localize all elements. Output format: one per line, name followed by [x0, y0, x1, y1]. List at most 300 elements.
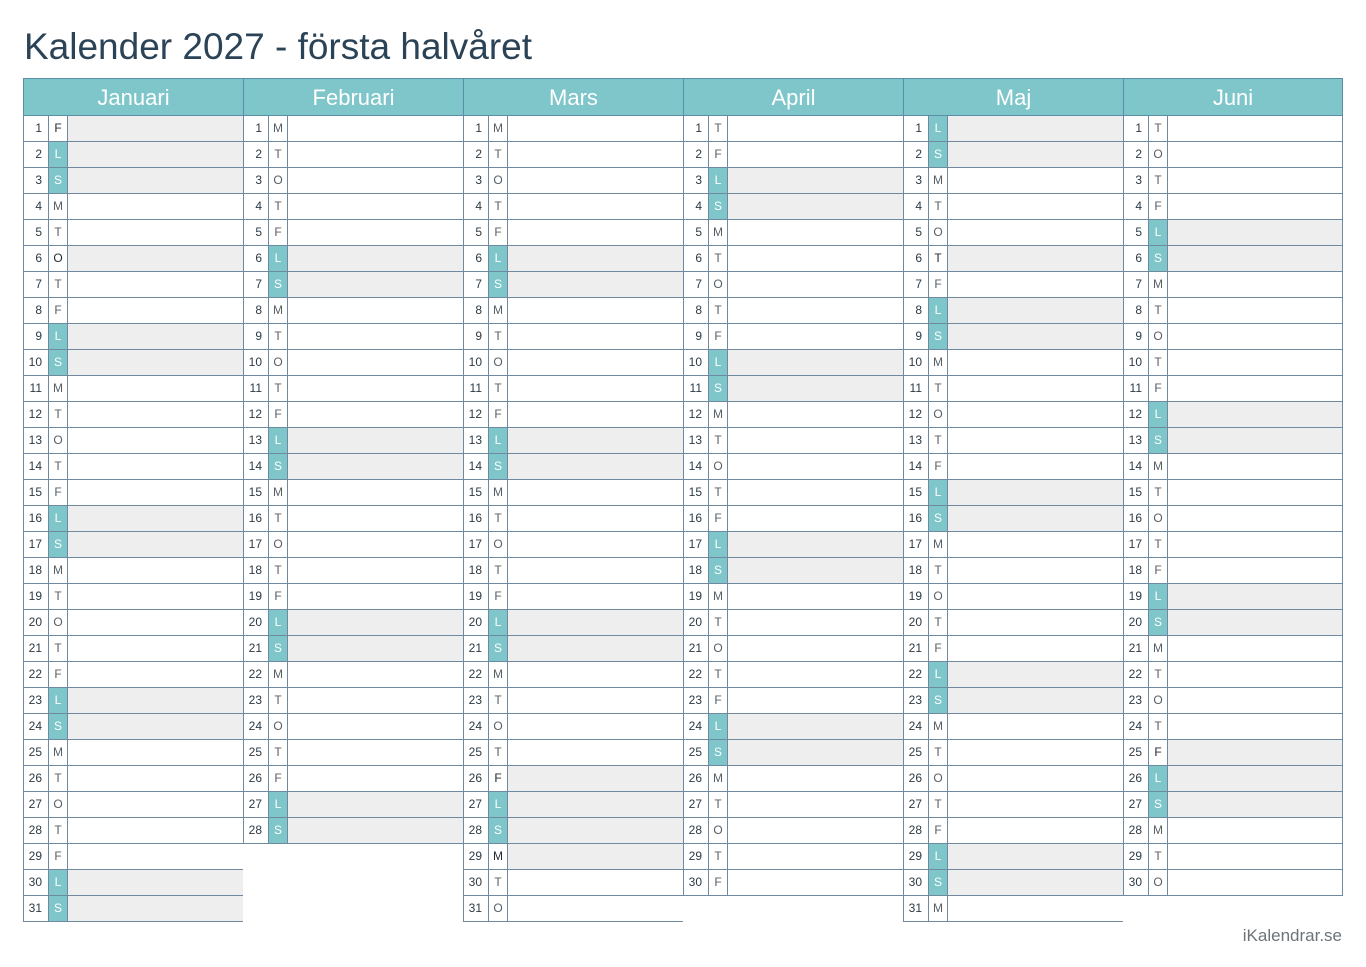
- day-note-cell[interactable]: [948, 896, 1123, 921]
- day-note-cell[interactable]: [288, 818, 463, 843]
- day-note-cell[interactable]: [68, 870, 243, 895]
- day-row: [1123, 870, 1343, 896]
- day-note-cell[interactable]: [948, 792, 1123, 817]
- day-row: [23, 818, 243, 844]
- day-note-cell[interactable]: [948, 298, 1123, 323]
- day-row: [243, 272, 463, 298]
- weekday-letter: M: [1149, 818, 1168, 843]
- day-note-cell[interactable]: [728, 246, 903, 271]
- day-note-cell[interactable]: [728, 324, 903, 349]
- day-note-cell[interactable]: [508, 870, 683, 895]
- day-note-cell[interactable]: [68, 428, 243, 453]
- day-note-cell[interactable]: [728, 220, 903, 245]
- weekday-letter: O: [1149, 324, 1168, 349]
- day-note-cell[interactable]: [68, 402, 243, 427]
- weekday-letter: F: [929, 272, 948, 297]
- day-note-cell[interactable]: [728, 818, 903, 843]
- day-note-cell[interactable]: [288, 142, 463, 167]
- day-note-cell[interactable]: [728, 298, 903, 323]
- day-note-cell[interactable]: [288, 584, 463, 609]
- day-note-cell[interactable]: [948, 116, 1123, 141]
- day-note-cell[interactable]: [68, 584, 243, 609]
- weekday-letter: T: [489, 688, 508, 713]
- day-note-cell[interactable]: [68, 246, 243, 271]
- day-note-cell[interactable]: [948, 246, 1123, 271]
- day-number: 12: [1124, 402, 1149, 427]
- day-note-cell[interactable]: [948, 220, 1123, 245]
- weekday-letter: T: [269, 506, 288, 531]
- day-note-cell[interactable]: [288, 610, 463, 635]
- day-row: [683, 558, 903, 584]
- day-note-cell[interactable]: [508, 428, 683, 453]
- day-note-cell[interactable]: [1168, 298, 1342, 323]
- day-note-cell[interactable]: [508, 740, 683, 765]
- day-note-cell[interactable]: [68, 454, 243, 479]
- day-row: [903, 142, 1123, 168]
- day-note-cell[interactable]: [948, 428, 1123, 453]
- day-note-cell[interactable]: [728, 428, 903, 453]
- day-row: [683, 142, 903, 168]
- day-note-cell[interactable]: [728, 792, 903, 817]
- day-note-cell[interactable]: [508, 324, 683, 349]
- day-note-cell[interactable]: [288, 636, 463, 661]
- day-row: [23, 584, 243, 610]
- day-note-cell[interactable]: [68, 740, 243, 765]
- day-note-cell[interactable]: [288, 662, 463, 687]
- day-number: 12: [904, 402, 929, 427]
- weekday-letter: T: [1149, 350, 1168, 375]
- day-note-cell[interactable]: [948, 844, 1123, 869]
- day-note-cell[interactable]: [508, 454, 683, 479]
- day-note-cell[interactable]: [508, 818, 683, 843]
- day-row: [683, 792, 903, 818]
- day-note-cell[interactable]: [508, 350, 683, 375]
- day-note-cell[interactable]: [68, 532, 243, 557]
- day-number: 23: [1124, 688, 1149, 713]
- day-note-cell[interactable]: [288, 220, 463, 245]
- day-number: 25: [24, 740, 49, 765]
- weekday-letter: T: [709, 246, 728, 271]
- day-note-cell[interactable]: [948, 376, 1123, 401]
- day-note-cell[interactable]: [68, 298, 243, 323]
- day-note-cell[interactable]: [1168, 480, 1342, 505]
- day-note-cell[interactable]: [508, 402, 683, 427]
- day-note-cell[interactable]: [1168, 272, 1342, 297]
- day-number: 20: [684, 610, 709, 635]
- day-note-cell[interactable]: [288, 168, 463, 193]
- weekday-letter: L: [269, 428, 288, 453]
- day-row: [903, 714, 1123, 740]
- weekday-letter: T: [49, 584, 68, 609]
- day-note-cell[interactable]: [1168, 792, 1342, 817]
- weekday-letter: L: [489, 428, 508, 453]
- day-note-cell[interactable]: [948, 324, 1123, 349]
- day-row: [463, 844, 683, 870]
- day-note-cell[interactable]: [288, 532, 463, 557]
- day-note-cell[interactable]: [728, 506, 903, 531]
- day-note-cell[interactable]: [508, 896, 683, 921]
- day-note-cell[interactable]: [728, 454, 903, 479]
- day-note-cell[interactable]: [508, 376, 683, 401]
- weekday-letter: T: [1149, 480, 1168, 505]
- day-note-cell[interactable]: [68, 714, 243, 739]
- day-number: 1: [464, 116, 489, 141]
- day-note-cell[interactable]: [288, 428, 463, 453]
- day-note-cell[interactable]: [728, 272, 903, 297]
- month-column-mars: [463, 78, 683, 922]
- day-note-cell[interactable]: [68, 896, 243, 921]
- day-note-cell[interactable]: [508, 506, 683, 531]
- day-number: 18: [244, 558, 269, 583]
- day-note-cell[interactable]: [288, 324, 463, 349]
- day-number: 27: [1124, 792, 1149, 817]
- weekday-letter: L: [709, 532, 728, 557]
- day-note-cell[interactable]: [948, 688, 1123, 713]
- day-note-cell[interactable]: [288, 506, 463, 531]
- day-note-cell[interactable]: [948, 454, 1123, 479]
- day-number: 29: [1124, 844, 1149, 869]
- weekday-letter: T: [269, 688, 288, 713]
- day-note-cell[interactable]: [728, 688, 903, 713]
- day-note-cell[interactable]: [1168, 428, 1342, 453]
- day-note-cell[interactable]: [508, 688, 683, 713]
- weekday-letter: M: [1149, 636, 1168, 661]
- day-note-cell[interactable]: [288, 766, 463, 791]
- day-note-cell[interactable]: [948, 168, 1123, 193]
- day-note-cell[interactable]: [728, 142, 903, 167]
- day-note-cell[interactable]: [728, 740, 903, 765]
- day-note-cell[interactable]: [68, 142, 243, 167]
- day-note-cell[interactable]: [948, 194, 1123, 219]
- day-note-cell[interactable]: [68, 636, 243, 661]
- day-note-cell[interactable]: [1168, 376, 1342, 401]
- day-note-cell[interactable]: [1168, 506, 1342, 531]
- day-note-cell[interactable]: [68, 480, 243, 505]
- day-note-cell[interactable]: [948, 584, 1123, 609]
- day-note-cell[interactable]: [508, 844, 683, 869]
- day-row: [903, 376, 1123, 402]
- weekday-letter: F: [489, 584, 508, 609]
- day-note-cell[interactable]: [948, 818, 1123, 843]
- site-credit[interactable]: iKalendrar.se: [1242, 926, 1342, 945]
- day-note-cell[interactable]: [508, 636, 683, 661]
- day-note-cell[interactable]: [1168, 818, 1342, 843]
- day-row: [683, 428, 903, 454]
- day-note-cell[interactable]: [288, 246, 463, 271]
- weekday-letter: T: [1149, 844, 1168, 869]
- day-note-cell[interactable]: [1168, 844, 1342, 869]
- day-number: 20: [1124, 610, 1149, 635]
- weekday-letter: F: [269, 766, 288, 791]
- day-number: 30: [684, 870, 709, 895]
- day-note-cell[interactable]: [1168, 766, 1342, 791]
- day-note-cell[interactable]: [728, 870, 903, 895]
- weekday-letter: M: [929, 350, 948, 375]
- day-number: 11: [684, 376, 709, 401]
- day-note-cell[interactable]: [508, 584, 683, 609]
- day-note-cell[interactable]: [728, 610, 903, 635]
- day-note-cell[interactable]: [728, 168, 903, 193]
- day-note-cell[interactable]: [508, 194, 683, 219]
- weekday-letter: S: [929, 688, 948, 713]
- day-note-cell[interactable]: [68, 688, 243, 713]
- day-note-cell[interactable]: [1168, 688, 1342, 713]
- day-note-cell[interactable]: [728, 844, 903, 869]
- weekday-letter: T: [489, 324, 508, 349]
- day-number: 29: [24, 844, 49, 869]
- day-note-cell[interactable]: [948, 870, 1123, 895]
- day-note-cell[interactable]: [1168, 662, 1342, 687]
- day-note-cell[interactable]: [508, 116, 683, 141]
- weekday-letter: O: [49, 246, 68, 271]
- day-number: 22: [464, 662, 489, 687]
- day-note-cell[interactable]: [288, 376, 463, 401]
- day-note-cell[interactable]: [1168, 220, 1342, 245]
- day-row: [463, 402, 683, 428]
- day-note-cell[interactable]: [68, 272, 243, 297]
- day-note-cell[interactable]: [948, 350, 1123, 375]
- day-row: [903, 636, 1123, 662]
- day-note-cell[interactable]: [288, 298, 463, 323]
- day-note-cell[interactable]: [68, 844, 243, 869]
- day-note-cell[interactable]: [728, 584, 903, 609]
- day-row: [683, 402, 903, 428]
- weekday-letter: L: [49, 688, 68, 713]
- day-number: 13: [24, 428, 49, 453]
- day-row: [463, 818, 683, 844]
- day-note-cell[interactable]: [508, 610, 683, 635]
- weekday-letter: T: [709, 610, 728, 635]
- day-row: [23, 246, 243, 272]
- day-note-cell[interactable]: [1168, 142, 1342, 167]
- day-note-cell[interactable]: [948, 272, 1123, 297]
- day-note-cell[interactable]: [68, 350, 243, 375]
- day-note-cell[interactable]: [68, 506, 243, 531]
- day-note-cell[interactable]: [288, 740, 463, 765]
- day-note-cell[interactable]: [728, 194, 903, 219]
- day-note-cell[interactable]: [948, 610, 1123, 635]
- day-note-cell[interactable]: [68, 662, 243, 687]
- weekday-letter: S: [49, 714, 68, 739]
- day-note-cell[interactable]: [508, 532, 683, 557]
- day-note-cell[interactable]: [68, 376, 243, 401]
- day-note-cell[interactable]: [948, 558, 1123, 583]
- day-number: 16: [1124, 506, 1149, 531]
- weekday-letter: M: [269, 480, 288, 505]
- day-row: [683, 688, 903, 714]
- day-row: [243, 792, 463, 818]
- day-note-cell[interactable]: [1168, 194, 1342, 219]
- day-note-cell[interactable]: [288, 402, 463, 427]
- day-note-cell[interactable]: [728, 116, 903, 141]
- day-note-cell[interactable]: [508, 792, 683, 817]
- day-row: [463, 272, 683, 298]
- day-note-cell[interactable]: [68, 610, 243, 635]
- day-note-cell[interactable]: [1168, 532, 1342, 557]
- day-note-cell[interactable]: [1168, 636, 1342, 661]
- day-note-cell[interactable]: [1168, 454, 1342, 479]
- day-number: 15: [464, 480, 489, 505]
- day-note-cell[interactable]: [288, 116, 463, 141]
- day-note-cell[interactable]: [68, 116, 243, 141]
- weekday-letter: T: [489, 740, 508, 765]
- day-number: 21: [244, 636, 269, 661]
- day-note-cell[interactable]: [1168, 116, 1342, 141]
- day-row: [1123, 168, 1343, 194]
- day-number: 25: [904, 740, 929, 765]
- day-note-cell[interactable]: [948, 766, 1123, 791]
- day-number: 22: [244, 662, 269, 687]
- day-number: 28: [904, 818, 929, 843]
- day-number: 11: [464, 376, 489, 401]
- weekday-letter: F: [709, 324, 728, 349]
- day-note-cell[interactable]: [68, 818, 243, 843]
- day-note-cell[interactable]: [508, 480, 683, 505]
- day-note-cell[interactable]: [1168, 610, 1342, 635]
- day-note-cell[interactable]: [728, 532, 903, 557]
- weekday-letter: M: [929, 168, 948, 193]
- day-row: [463, 766, 683, 792]
- day-note-cell[interactable]: [1168, 246, 1342, 271]
- day-note-cell[interactable]: [948, 532, 1123, 557]
- day-note-cell[interactable]: [1168, 168, 1342, 193]
- month-header: Januari: [23, 78, 243, 116]
- day-note-cell[interactable]: [68, 220, 243, 245]
- day-number: 8: [24, 298, 49, 323]
- weekday-letter: L: [1149, 220, 1168, 245]
- day-note-cell[interactable]: [948, 142, 1123, 167]
- day-row: [1123, 688, 1343, 714]
- day-row: [903, 792, 1123, 818]
- day-note-cell[interactable]: [288, 272, 463, 297]
- day-note-cell[interactable]: [288, 688, 463, 713]
- day-note-cell[interactable]: [728, 376, 903, 401]
- day-note-cell[interactable]: [1168, 324, 1342, 349]
- weekday-letter: O: [49, 792, 68, 817]
- day-note-cell[interactable]: [728, 558, 903, 583]
- weekday-letter: S: [929, 506, 948, 531]
- day-note-cell[interactable]: [288, 194, 463, 219]
- day-note-cell[interactable]: [68, 792, 243, 817]
- day-note-cell[interactable]: [728, 662, 903, 687]
- day-row: [903, 896, 1123, 922]
- day-note-cell[interactable]: [1168, 402, 1342, 427]
- weekday-letter: S: [489, 636, 508, 661]
- weekday-letter: F: [269, 584, 288, 609]
- day-note-cell[interactable]: [728, 350, 903, 375]
- day-note-cell[interactable]: [1168, 558, 1342, 583]
- day-row: [23, 298, 243, 324]
- day-note-cell[interactable]: [288, 350, 463, 375]
- day-note-cell[interactable]: [948, 402, 1123, 427]
- weekday-letter: L: [269, 610, 288, 635]
- day-note-cell[interactable]: [948, 636, 1123, 661]
- day-number: 9: [464, 324, 489, 349]
- day-note-cell[interactable]: [948, 480, 1123, 505]
- day-note-cell[interactable]: [508, 766, 683, 791]
- day-note-cell[interactable]: [728, 766, 903, 791]
- day-row: [683, 662, 903, 688]
- weekday-letter: T: [929, 740, 948, 765]
- day-note-cell[interactable]: [288, 792, 463, 817]
- weekday-letter: O: [1149, 870, 1168, 895]
- day-note-cell[interactable]: [1168, 714, 1342, 739]
- day-note-cell[interactable]: [1168, 740, 1342, 765]
- day-note-cell[interactable]: [508, 220, 683, 245]
- day-note-cell[interactable]: [68, 168, 243, 193]
- day-row: [683, 480, 903, 506]
- day-number: 17: [24, 532, 49, 557]
- day-row: [683, 584, 903, 610]
- day-row: [463, 376, 683, 402]
- day-note-cell[interactable]: [288, 714, 463, 739]
- weekday-letter: T: [49, 454, 68, 479]
- day-note-cell[interactable]: [288, 454, 463, 479]
- day-note-cell[interactable]: [948, 740, 1123, 765]
- day-note-cell[interactable]: [508, 558, 683, 583]
- day-note-cell[interactable]: [728, 402, 903, 427]
- day-note-cell[interactable]: [948, 506, 1123, 531]
- day-row: [23, 688, 243, 714]
- day-note-cell[interactable]: [508, 272, 683, 297]
- weekday-letter: T: [269, 142, 288, 167]
- day-note-cell[interactable]: [948, 662, 1123, 687]
- month-header: April: [683, 78, 903, 116]
- day-note-cell[interactable]: [1168, 350, 1342, 375]
- day-row: [903, 168, 1123, 194]
- day-row: [463, 480, 683, 506]
- day-note-cell[interactable]: [728, 636, 903, 661]
- day-row: [1123, 454, 1343, 480]
- weekday-letter: M: [49, 376, 68, 401]
- day-note-cell[interactable]: [1168, 584, 1342, 609]
- day-row: [1123, 636, 1343, 662]
- weekday-letter: T: [929, 610, 948, 635]
- day-number: 8: [244, 298, 269, 323]
- day-number: 10: [244, 350, 269, 375]
- day-note-cell[interactable]: [508, 246, 683, 271]
- day-note-cell[interactable]: [68, 766, 243, 791]
- day-number: 1: [904, 116, 929, 141]
- day-note-cell[interactable]: [68, 324, 243, 349]
- day-note-cell[interactable]: [508, 168, 683, 193]
- weekday-letter: T: [269, 558, 288, 583]
- day-note-cell[interactable]: [508, 142, 683, 167]
- day-note-cell[interactable]: [508, 298, 683, 323]
- day-number: 5: [684, 220, 709, 245]
- day-note-cell[interactable]: [948, 714, 1123, 739]
- day-number: 20: [904, 610, 929, 635]
- weekday-letter: T: [709, 662, 728, 687]
- day-note-cell[interactable]: [508, 662, 683, 687]
- day-row: [683, 350, 903, 376]
- day-note-cell[interactable]: [728, 480, 903, 505]
- day-row: [463, 454, 683, 480]
- weekday-letter: O: [489, 896, 508, 921]
- day-note-cell[interactable]: [288, 480, 463, 505]
- weekday-letter: L: [709, 714, 728, 739]
- day-note-cell[interactable]: [68, 558, 243, 583]
- day-note-cell[interactable]: [728, 714, 903, 739]
- day-row: [463, 792, 683, 818]
- day-row: [903, 766, 1123, 792]
- day-note-cell[interactable]: [508, 714, 683, 739]
- day-row: [463, 116, 683, 142]
- day-row: [903, 298, 1123, 324]
- day-note-cell[interactable]: [288, 558, 463, 583]
- day-note-cell[interactable]: [1168, 870, 1342, 895]
- day-note-cell[interactable]: [68, 194, 243, 219]
